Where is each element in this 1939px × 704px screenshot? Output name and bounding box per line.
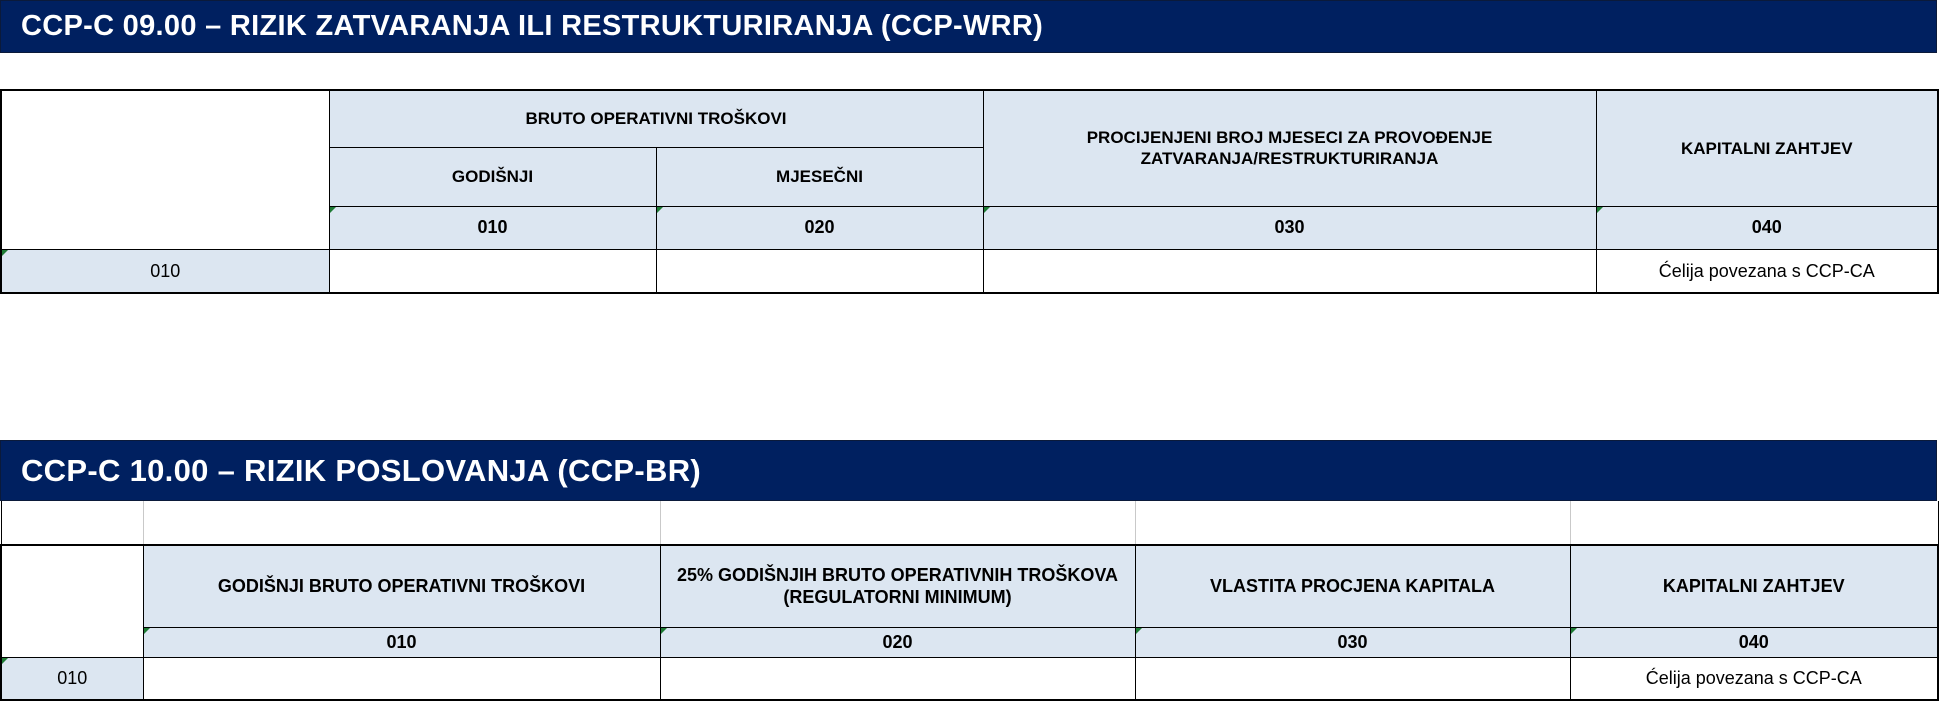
row-code: 010 <box>1 657 143 700</box>
header-bruto-operativni-troskovi: BRUTO OPERATIVNI TROŠKOVI <box>329 90 983 147</box>
ccp-br-table <box>0 501 1939 701</box>
column-code: 030 <box>1135 627 1570 657</box>
input-cell-regulatorni-minimum[interactable] <box>660 657 1135 700</box>
header-mjesecni: MJESEČNI <box>656 147 983 206</box>
input-cell-mjesecni[interactable] <box>656 249 983 293</box>
spacer-cell <box>1135 501 1570 545</box>
spacer-cell <box>1 501 143 545</box>
header-kapitalni-zahtjev: KAPITALNI ZAHTJEV <box>1570 545 1938 627</box>
row-code: 010 <box>1 249 329 293</box>
section-title-ccp-c-09 <box>0 0 1937 53</box>
header-godisnji-bruto-operativni-troskovi: GODIŠNJI BRUTO OPERATIVNI TROŠKOVI <box>143 545 660 627</box>
input-cell-godisnji[interactable] <box>329 249 656 293</box>
column-code: 020 <box>656 206 983 249</box>
section-title-ccp-c-10 <box>0 440 1937 501</box>
spacer-cell <box>143 501 660 545</box>
input-cell-broj-mjeseci[interactable] <box>983 249 1596 293</box>
ccp-wrr-table <box>0 89 1939 294</box>
section-title-text: CCP-C 10.00 – RIZIK POSLOVANJA (CCP-BR) <box>21 452 702 488</box>
corner-cell <box>1 90 329 249</box>
column-code: 040 <box>1596 206 1938 249</box>
input-cell-vlastita-procjena[interactable] <box>1135 657 1570 700</box>
linked-cell-kapitalni-zahtjev: Ćelija povezana s CCP-CA <box>1596 249 1938 293</box>
column-code: 040 <box>1570 627 1938 657</box>
header-godisnji: GODIŠNJI <box>329 147 656 206</box>
header-vlastita-procjena-kapitala: VLASTITA PROCJENA KAPITALA <box>1135 545 1570 627</box>
header-procijenjeni-broj-mjeseci: PROCIJENJENI BROJ MJESECI ZA PROVOĐENJE ZATVARANJA/RESTRUKTURIRANJA <box>983 90 1596 206</box>
column-code: 030 <box>983 206 1596 249</box>
section-title-text: CCP-C 09.00 – RIZIK ZATVARANJA ILI RESTRUKTURIRANJA (CCP-WRR) <box>21 10 1044 42</box>
column-code: 020 <box>660 627 1135 657</box>
spacer-cell <box>1570 501 1938 545</box>
corner-cell <box>1 545 143 657</box>
spacer-cell <box>660 501 1135 545</box>
column-code: 010 <box>143 627 660 657</box>
input-cell-godisnji-troskovi[interactable] <box>143 657 660 700</box>
header-regulatorni-minimum: 25% GODIŠNJIH BRUTO OPERATIVNIH TROŠKOVA (REGULATORNI MINIMUM) <box>660 545 1135 627</box>
column-code: 010 <box>329 206 656 249</box>
header-kapitalni-zahtjev: KAPITALNI ZAHTJEV <box>1596 90 1938 206</box>
linked-cell-kapitalni-zahtjev: Ćelija povezana s CCP-CA <box>1570 657 1938 700</box>
